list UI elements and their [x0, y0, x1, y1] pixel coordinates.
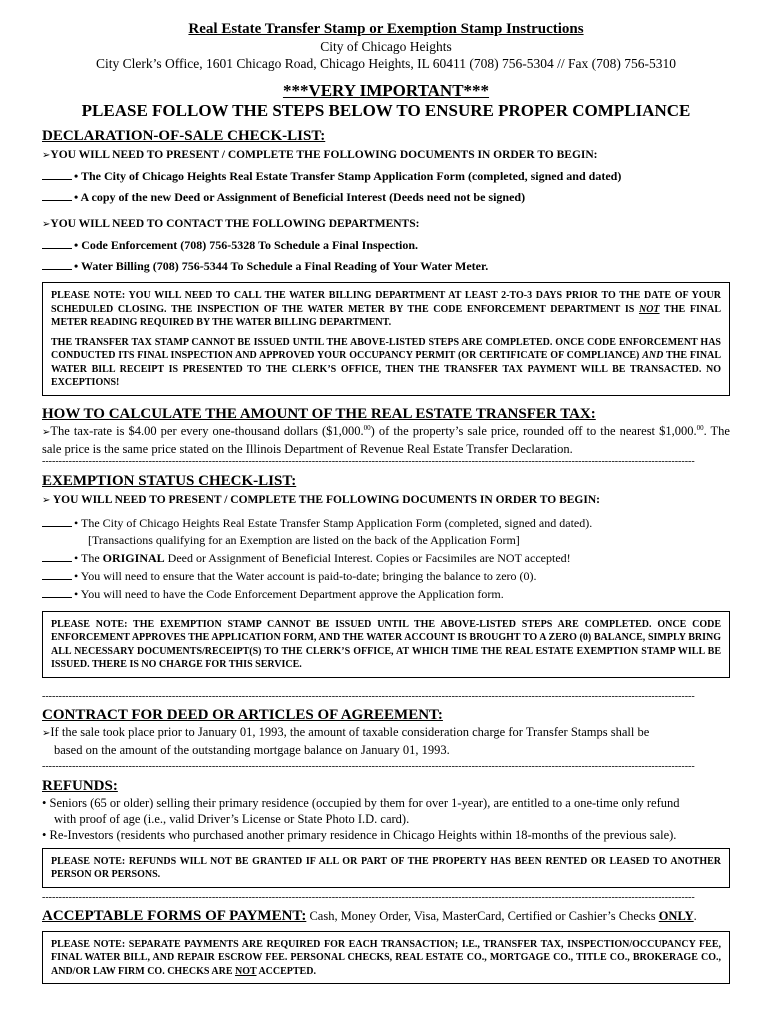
checkbox-blank[interactable]: [42, 585, 72, 598]
arrow-bullet-icon: ➢: [42, 494, 51, 506]
exemption-heading: EXEMPTION STATUS CHECK-LIST:: [42, 472, 297, 489]
refunds-heading: REFUNDS:: [42, 777, 118, 794]
payment-heading: ACCEPTABLE FORMS OF PAYMENT:: [42, 907, 307, 924]
exemption-item-4: • You will need to have the Code Enforcement Department approve the Application form.: [42, 585, 730, 603]
declaration-contact-intro: ➢YOU WILL NEED TO CONTACT THE FOLLOWING DEPARTMENTS:: [42, 218, 420, 230]
checkbox-blank[interactable]: [42, 236, 72, 249]
declaration-note-2: THE TRANSFER TAX STAMP CANNOT BE ISSUED UNTIL THE ABOVE-LISTED STEPS ARE COMPLETED. ONCE CODE ENFORCEMENT HAS CONDUCTED ITS FINAL INSPECTION AND APPROVED YOUR OCCUPANCY PERMIT (OR CERTIFICATE OF COMPLIANCE) AND THE FINAL WATER BILL RECEIPT IS PRESENTED TO THE CLERK’S OFFICE, THEN THE TRANSFER TAX PAYMENT WILL BE TRANSACTED. NO EXCEPTIONS!: [51, 336, 721, 388]
exemption-present-intro: ➢ YOU WILL NEED TO PRESENT / COMPLETE THE FOLLOWING DOCUMENTS IN ORDER TO BEGIN:: [42, 493, 600, 506]
arrow-bullet-icon: ➢: [42, 426, 51, 438]
exemption-item-3: • You will need to ensure that the Water account is paid-to-date; bringing the balance to zero (0).: [42, 567, 730, 585]
refunds-item-1: • Seniors (65 or older) selling their primary residence (occupied by them for over 1-year), are entitled to a one-time only refund: [42, 795, 680, 810]
declaration-dept-2: • Water Billing (708) 756-5344 To Schedule a Final Reading of Your Water Meter.: [42, 256, 730, 277]
declaration-doc-1: • The City of Chicago Heights Real Estate Transfer Stamp Application Form (completed, signed and dated): [42, 166, 730, 187]
payment-methods: Cash, Money Order, Visa, MasterCard, Certified or Cashier’s Checks: [306, 908, 659, 923]
checkbox-blank[interactable]: [42, 167, 72, 180]
arrow-bullet-icon: ➢: [42, 150, 51, 161]
declaration-heading: DECLARATION-OF-SALE CHECK-LIST:: [42, 128, 326, 144]
declaration-present-intro: ➢YOU WILL NEED TO PRESENT / COMPLETE THE FOLLOWING DOCUMENTS IN ORDER TO BEGIN:: [42, 149, 598, 161]
payment-note-box: PLEASE NOTE: SEPARATE PAYMENTS ARE REQUIRED FOR EACH TRANSACTION; I.E., TRANSFER TAX, INSPECTION/OCCUPANCY FEE, FINAL WATER BILL, AND REPAIR ESCROW FEE. PERSONAL CHECKS, REAL ESTATE CO., MORTGAGE CO., TITLE CO., BROKERAGE CO., AND/OR LAW FIRM CO. CHECKS ARE NOT ACCEPTED.: [42, 931, 730, 985]
refunds-item-2: • Re-Investors (residents who purchased another primary residence in Chicago Heights within 18-months of the previous sale).: [42, 827, 677, 842]
payment-line: ACCEPTABLE FORMS OF PAYMENT: Cash, Money Order, Visa, MasterCard, Certified or Cashier’s Checks ONLY.: [42, 907, 697, 924]
exemption-item-2: • The ORIGINAL Deed or Assignment of Beneficial Interest. Copies or Facsimiles are NOT accepted!: [42, 549, 730, 567]
declaration-doc-2: • A copy of the new Deed or Assignment of Beneficial Interest (Deeds need not be signed): [42, 187, 730, 208]
document-title: Real Estate Transfer Stamp or Exemption Stamp Instructions: [188, 21, 584, 37]
dashed-divider: ----------------------------------------------------------------------------------------------------------------------------------------------------------------------------------------------------: [42, 456, 695, 467]
arrow-bullet-icon: ➢: [42, 219, 51, 230]
arrow-bullet-icon: ➢: [42, 727, 51, 739]
declaration-note-box: [42, 282, 730, 396]
instructions-page: [42, 20, 730, 984]
exemption-item-1: • The City of Chicago Heights Real Estate Transfer Stamp Application Form (completed, signed and dated).: [42, 514, 730, 532]
very-important-banner: ***VERY IMPORTANT***: [282, 81, 490, 100]
checkbox-blank[interactable]: [42, 514, 72, 527]
dashed-divider: ----------------------------------------------------------------------------------------------------------------------------------------------------------------------------------------------------: [42, 761, 695, 772]
contract-heading: CONTRACT FOR DEED OR ARTICLES OF AGREEMENT:: [42, 706, 443, 723]
clerk-address: City Clerk’s Office, 1601 Chicago Road, Chicago Heights, IL 60411 (708) 756-5304 // Fax (708) 756-5310: [96, 56, 676, 71]
calculate-text: ➢The tax-rate is $4.00 per every one-thousand dollars ($1,000.00) of the property’s sale price, rounded off to the nearest $1,000.00. The sale price is the same price stated on the Illinois Department of Revenue Real Estate Transfer Declaration.: [42, 423, 730, 456]
contract-text-2: based on the amount of the outstanding mortgage balance on January 01, 1993.: [54, 742, 450, 757]
dashed-divider: ----------------------------------------------------------------------------------------------------------------------------------------------------------------------------------------------------: [42, 691, 695, 702]
declaration-note-1: PLEASE NOTE: YOU WILL NEED TO CALL THE WATER BILLING DEPARTMENT AT LEAST 2-TO-3 DAYS PRIOR TO THE DATE OF YOUR SCHEDULED CLOSING. THE INSPECTION OF THE WATER METER BY THE CODE ENFORCEMENT DEPARTMENT IS NOT THE FINAL METER READING REQUIRED BY THE WATER BILLING DEPARTMENT.: [51, 290, 721, 328]
checkbox-blank[interactable]: [42, 188, 72, 201]
checkbox-blank[interactable]: [42, 549, 72, 562]
payment-only: ONLY: [658, 908, 694, 923]
exemption-note-box: PLEASE NOTE: THE EXEMPTION STAMP CANNOT BE ISSUED UNTIL THE ABOVE-LISTED STEPS ARE COMPLETED. ONCE CODE ENFORCEMENT APPROVES THE APPLICATION FORM, AND THE WATER ACCOUNT IS BROUGHT TO A ZERO (0) BALANCE, SIMPLY BRING ALL NECESSARY DOCUMENTS/RECEIPT(S) TO THE CLERK’S OFFICE, AT WHICH TIME THE REAL ESTATE EXEMPTION STAMP WILL BE ISSUED. THERE IS NO CHARGE FOR THIS SERVICE.: [42, 611, 730, 678]
city-name: City of Chicago Heights: [320, 39, 452, 54]
compliance-heading: PLEASE FOLLOW THE STEPS BELOW TO ENSURE PROPER COMPLIANCE: [81, 101, 691, 120]
dashed-divider: ----------------------------------------------------------------------------------------------------------------------------------------------------------------------------------------------------: [42, 892, 695, 903]
exemption-item-1-sub: [Transactions qualifying for an Exemption are listed on the back of the Application Form]: [88, 532, 520, 547]
refunds-item-1-cont: with proof of age (i.e., valid Driver’s License or State Photo I.D. card).: [54, 811, 410, 826]
contract-text-1: ➢If the sale took place prior to January 01, 1993, the amount of taxable consideration charge for Transfer Stamps shall be: [42, 724, 650, 739]
refunds-note-box: PLEASE NOTE: REFUNDS WILL NOT BE GRANTED IF ALL OR PART OF THE PROPERTY HAS BEEN RENTED OR LEASED TO ANOTHER PERSON OR PERSONS.: [42, 848, 730, 888]
checkbox-blank[interactable]: [42, 257, 72, 270]
declaration-dept-1: • Code Enforcement (708) 756-5328 To Schedule a Final Inspection.: [42, 235, 730, 256]
checkbox-blank[interactable]: [42, 567, 72, 580]
calculate-heading: HOW TO CALCULATE THE AMOUNT OF THE REAL ESTATE TRANSFER TAX:: [42, 405, 596, 422]
